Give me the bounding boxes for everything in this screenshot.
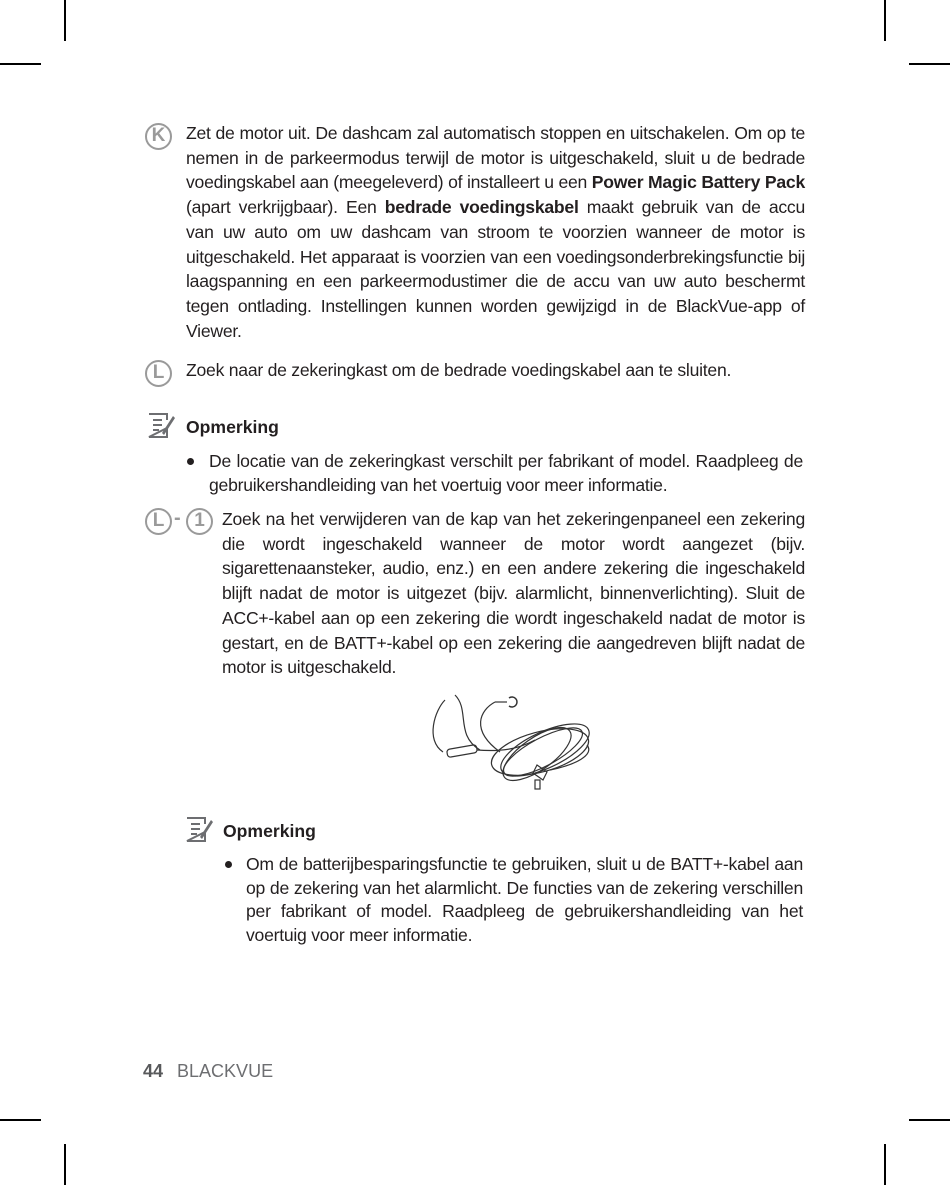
brand-name: BLACKVUE xyxy=(177,1061,274,1081)
step-l1-text: Zoek na het verwijderen van de kap van het zekeringenpaneel een zekering die wordt ingeschakeld wanneer de motor wordt aangezet (bijv. sigarettenaansteker, audio, enz.) en een andere zekering die ingeschakeld blijft nadat de motor is uitgezet (bijv. alarmlicht, binnenverlichting). Sluit de ACC+-kabel aan op een zekering die wordt ingeschakeld nadat de motor is gestart, en de BATT+-kabel op een zekering die aangedreven blijft nadat de motor is uitgeschakeld. xyxy=(222,509,805,678)
step-l-text: Zoek naar de zekeringkast om de bedrade voedingskabel aan te sluiten. xyxy=(186,360,732,380)
page-number: 44 xyxy=(143,1061,164,1081)
note-pencil-icon xyxy=(185,816,215,849)
step-l1-badge-number: 1 xyxy=(186,508,213,535)
bullet xyxy=(187,458,194,465)
step-k-badge: K xyxy=(145,123,172,150)
note-bullet: Om de batterijbesparingsfunctie te gebruiken, sluit u de BATT+-kabel aan op de zekering van het alarmlicht. De functies van de zekering verschillen per fabrikant of model. Raadpleeg de gebruikershandleiding van het voertuig voor meer informatie. xyxy=(246,854,803,945)
step-k xyxy=(145,121,805,343)
step-l1-badge-dash: - xyxy=(174,507,181,529)
bullet xyxy=(225,861,232,868)
cable-name: bedrade voedingskabel xyxy=(384,197,579,218)
step-k-text: Zet de motor uit. De dashcam zal automatisch stoppen en uitschakelen. Om op te nemen in de parkeermodus terwijl de motor is uitgeschakeld, sluit u de bedrade voedingskabel aan (meegeleverd) of installeert u een Power Magic Battery Pack (apart verkrijgbaar). Een bedrade voedingskabel maakt gebruik van de accu van uw auto om uw dashcam van stroom te voorzien wanneer de motor is uitgeschakeld. Het apparaat is voorzien van een voedingsonderbrekingsfunctie bij laagspanning en een parkeermodustimer die de accu van uw auto beschermt tegen ontlading. Instellingen kunnen worden gewijzigd in de BlackVue-app of Viewer. xyxy=(186,123,805,341)
product-name: Power Magic Battery Pack xyxy=(591,172,805,193)
step-l-badge: L xyxy=(145,360,172,387)
crop-mark xyxy=(909,1119,950,1121)
crop-mark xyxy=(909,63,950,65)
note-bullet: De locatie van de zekeringkast verschilt per fabrikant of model. Raadpleeg de gebruikershandleiding van het voertuig voor meer informatie. xyxy=(209,451,803,495)
crop-mark xyxy=(884,1144,886,1185)
power-cable-illustration xyxy=(425,690,605,795)
crop-mark xyxy=(0,1119,41,1121)
crop-mark xyxy=(64,0,66,41)
step-l1 xyxy=(145,507,805,680)
crop-mark xyxy=(0,63,41,65)
step-l1-badge-letter: L xyxy=(145,508,172,535)
note-title: Opmerking xyxy=(223,821,316,841)
page-footer xyxy=(143,1061,273,1082)
step-l xyxy=(145,358,805,383)
note-pencil-icon xyxy=(147,412,177,445)
note-title: Opmerking xyxy=(186,417,279,437)
crop-mark xyxy=(884,0,886,41)
crop-mark xyxy=(64,1144,66,1185)
